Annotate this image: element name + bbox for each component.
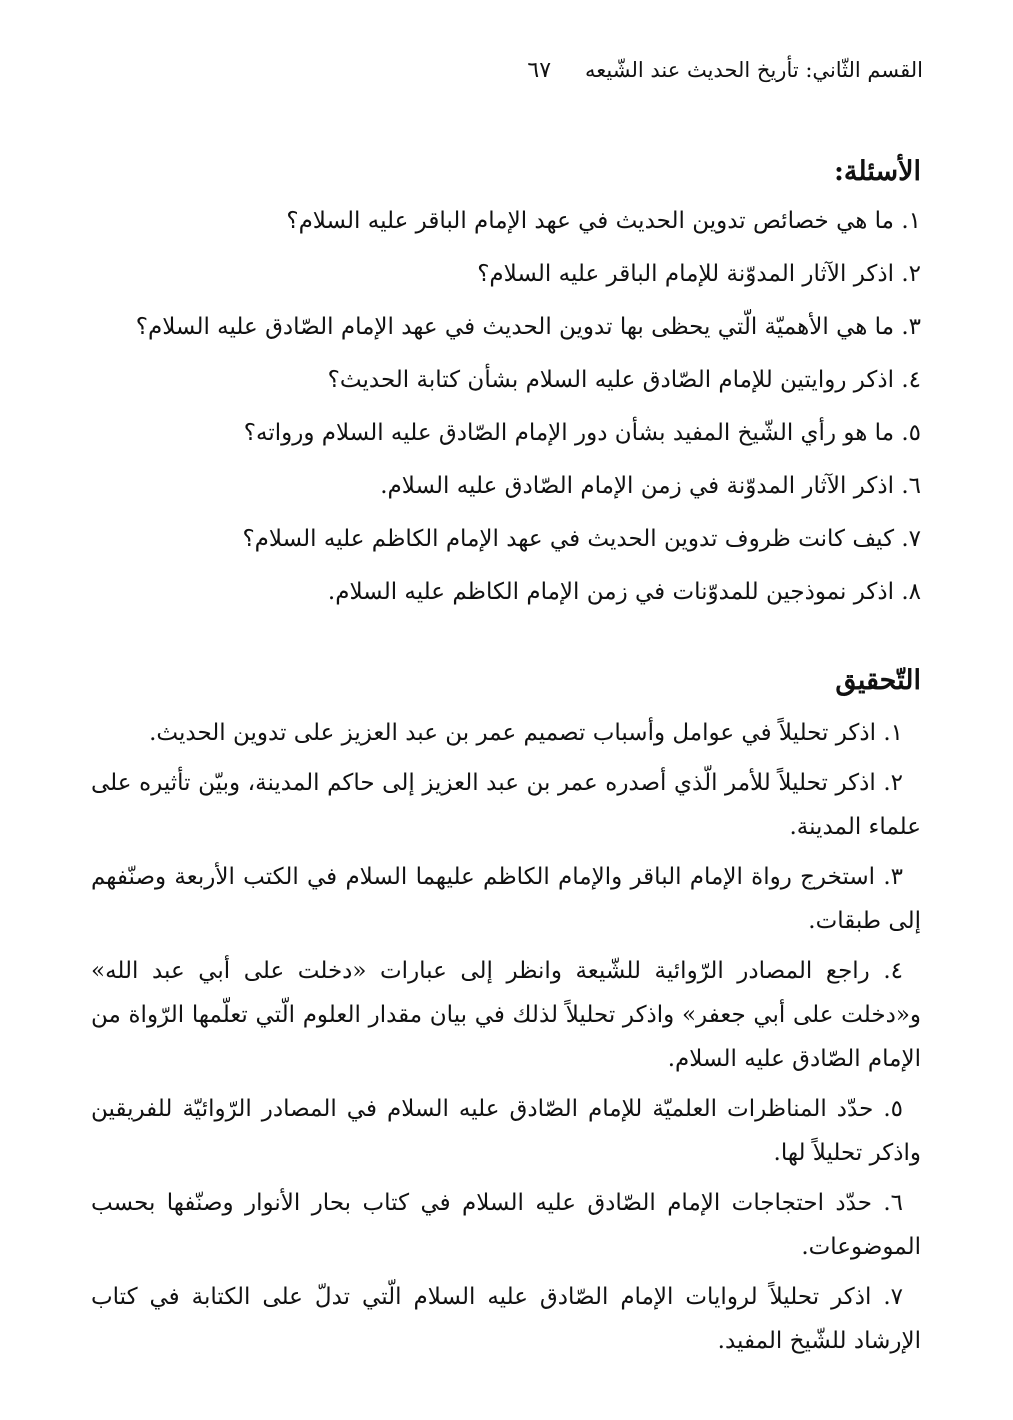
research-list — [91, 711, 921, 1363]
research-item: ٣. استخرج رواة الإمام الباقر والإمام الكاظم عليهما السلام في الكتب الأربعة وصنّفهم إلى طبقات. — [91, 864, 921, 934]
research-item: ٥. حدّد المناظرات العلميّة للإمام الصّادق عليه السلام في المصادر الرّوائيّة للفريقين واذكر تحليلاً لها. — [91, 1096, 921, 1166]
research-item: ٢. اذكر تحليلاً للأمر الّذي أصدره عمر بن عبد العزيز إلى حاكم المدينة، وبيّن تأثيره على علماء المدينة. — [91, 770, 921, 840]
research-item: ٦. حدّد احتجاجات الإمام الصّادق عليه السلام في كتاب بحار الأنوار وصنّفها بحسب الموضوعات. — [91, 1190, 921, 1260]
question-item: ١. ما هي خصائص تدوين الحديث في عهد الإمام الباقر عليه السلام؟ — [286, 208, 921, 234]
running-header — [90, 50, 923, 90]
research-item: ١. اذكر تحليلاً في عوامل وأسباب تصميم عمر بن عبد العزيز على تدوين الحديث. — [149, 720, 903, 746]
page-number: ٦٧ — [527, 57, 552, 83]
questions-list — [91, 202, 921, 611]
research-heading: التّحقيق — [835, 665, 921, 696]
research-item: ٤. راجع المصادر الرّوائية للشّيعة وانظر إلى عبارات «دخلت على أبي عبد الله» و«دخلت على أبي جعفر» واذكر تحليلاً لذلك في بيان مقدار العلوم الّتي تعلّمها الرّواة من الإمام الصّادق عليه السلام. — [91, 958, 921, 1072]
question-item: ٨. اذكر نموذجين للمدوّنات في زمن الإمام الكاظم عليه السلام. — [327, 579, 921, 605]
question-item: ٤. اذكر روايتين للإمام الصّادق عليه السلام بشأن كتابة الحديث؟ — [327, 367, 921, 393]
question-item: ٢. اذكر الآثار المدوّنة للإمام الباقر عليه السلام؟ — [477, 261, 921, 287]
research-item: ٧. اذكر تحليلاً لروايات الإمام الصّادق عليه السلام الّتي تدلّ على الكتابة في كتاب الإرشاد للشّيخ المفيد. — [91, 1284, 921, 1354]
questions-heading: الأسئلة: — [833, 156, 921, 187]
question-item: ٥. ما هو رأي الشّيخ المفيد بشأن دور الإمام الصّادق عليه السلام ورواته؟ — [243, 420, 921, 446]
question-item: ٦. اذكر الآثار المدوّنة في زمن الإمام الصّادق عليه السلام. — [380, 473, 921, 499]
question-item: ٣. ما هي الأهميّة الّتي يحظى بها تدوين الحديث في عهد الإمام الصّادق عليه السلام؟ — [135, 314, 921, 340]
header-title: القسم الثّاني: تأريخ الحديث عند الشّيعه — [585, 58, 923, 82]
question-item: ٧. كيف كانت ظروف تدوين الحديث في عهد الإمام الكاظم عليه السلام؟ — [242, 526, 921, 552]
page-content — [91, 150, 921, 1369]
